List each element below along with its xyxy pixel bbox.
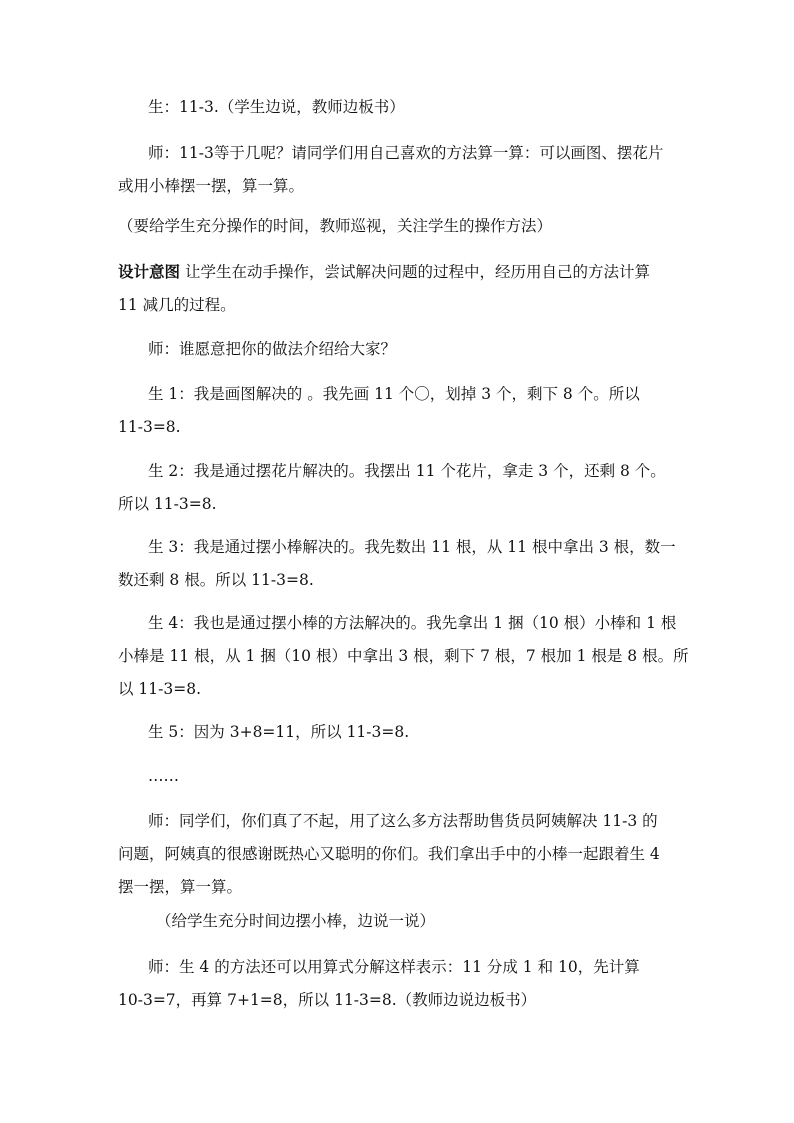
teacher-decompose-line-1: 师：生 4 的方法还可以用算式分解这样表示：11 分成 1 和 10，先计算 [148,958,640,976]
teacher-decompose-line-2: 10-3=7，再算 7+1=8，所以 11-3=8.（教师边说边板书） [118,991,537,1009]
student-4-line-1: 生 4：我也是通过摆小棒的方法解决的。我先拿出 1 捆（10 根）小棒和 1 根 [148,614,677,632]
ellipsis: …… [148,767,179,785]
student-answer-11-3: 生：11-3.（学生边说，教师边板书） [148,98,405,116]
student-1-line-2: 11-3=8. [118,418,181,436]
student-1-line-1: 生 1：我是画图解决的 。我先画 11 个〇，划掉 3 个，剩下 8 个。所以 [148,385,640,403]
student-3-line-2: 数还剩 8 根。所以 11-3=8. [118,571,314,589]
student-2-line-2: 所以 11-3=8. [118,495,217,513]
student-4-line-3: 以 11-3=8. [118,680,202,698]
teacher-praise-line-2: 问题，阿姨真的很感谢既热心又聪明的你们。我们拿出手中的小棒一起跟着生 4 [118,845,660,863]
teacher-praise-line-3: 摆一摆，算一算。 [118,878,243,896]
design-intent-label: 设计意图 [118,263,181,281]
teaching-note-sticks: （给学生充分时间边摆小棒，边说一说） [156,912,436,930]
teacher-question-line-1: 师：11-3等于几呢？请同学们用自己喜欢的方法算一算：可以画图、摆花片 [148,144,664,162]
student-5-answer: 生 5：因为 3+8=11，所以 11-3=8. [148,723,410,741]
teacher-invite: 师：谁愿意把你的做法介绍给大家？ [148,340,397,358]
design-intent-line-2: 11 减几的过程。 [118,296,236,314]
student-2-line-1: 生 2：我是通过摆花片解决的。我摆出 11 个花片，拿走 3 个，还剩 8 个。 [148,462,666,480]
student-4-line-2: 小棒是 11 根，从 1 捆（10 根）中拿出 3 根，剩下 7 根，7 根加 1 根是 8 根。所 [118,647,689,665]
teacher-praise-line-1: 师：同学们，你们真了不起，用了这么多方法帮助售货员阿姨解决 11-3 的 [148,812,658,830]
teaching-note-operation: （要给学生充分操作的时间，教师巡视，关注学生的操作方法） [118,217,553,235]
student-3-line-1: 生 3：我是通过摆小棒解决的。我先数出 11 根，从 11 根中拿出 3 根，数一 [148,538,676,556]
design-intent-line-1: 设计意图 让学生在动手操作，尝试解决问题的过程中，经历用自己的方法计算 [118,263,650,281]
teacher-question-line-2: 或用小棒摆一摆，算一算。 [118,177,305,195]
